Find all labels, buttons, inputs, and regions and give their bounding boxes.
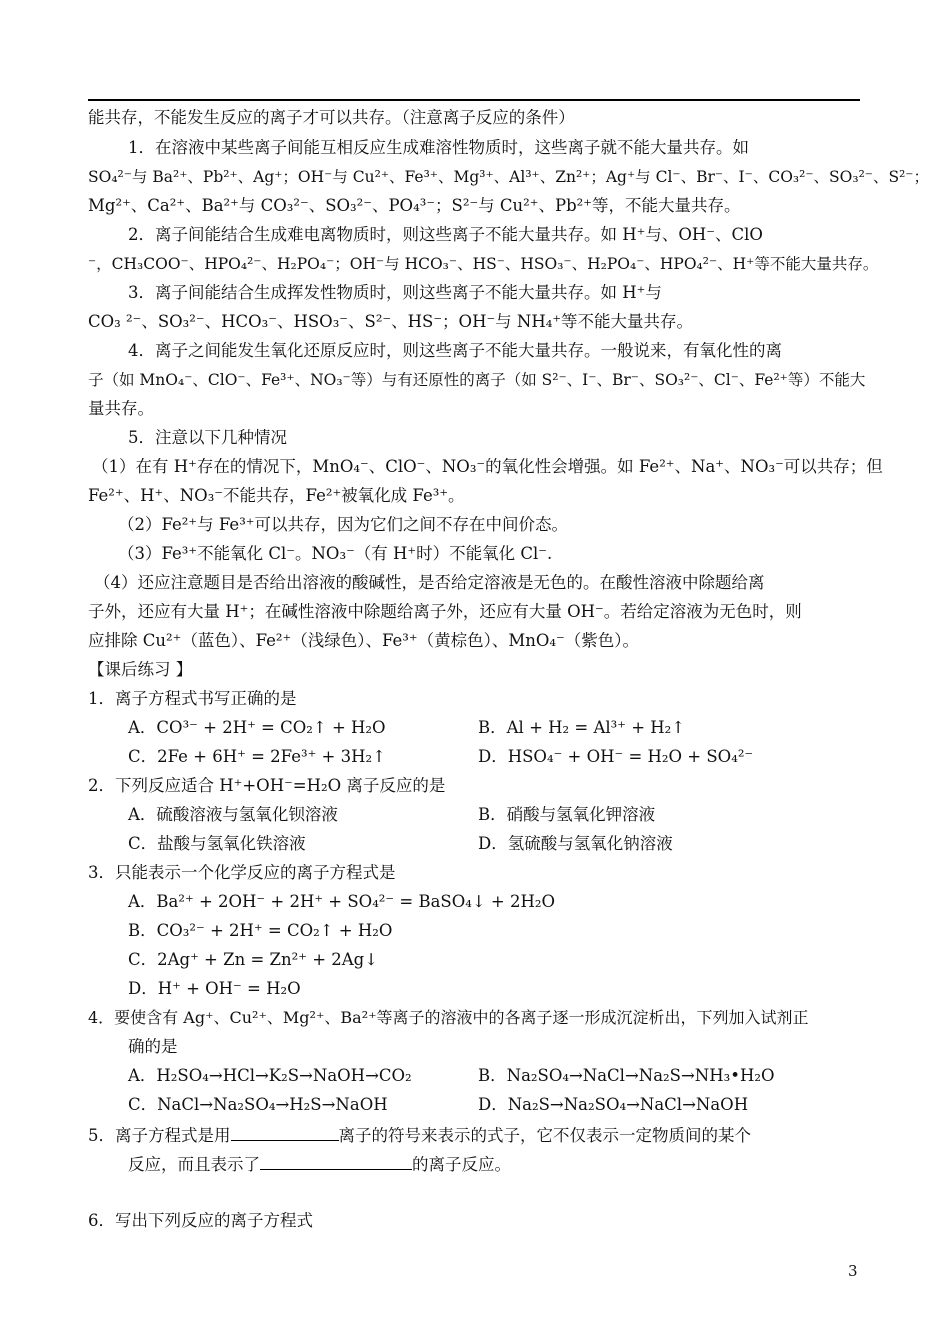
page-number: 3 (848, 1262, 858, 1280)
q5-text-part3: 反应，而且表示了 (128, 1155, 260, 1174)
rule2-line2: ⁻，CH₃COO⁻、HPO₄²⁻、H₂PO₄⁻；OH⁻与 HCO₃⁻、HS⁻、HSO₃⁻、H₂PO₄⁻、HPO₄²⁻、H⁺等不能大量共存。 (88, 255, 879, 273)
q3-option-a: A．Ba²⁺ + 2OH⁻ + 2H⁺ + SO₄²⁻ = BaSO₄↓ + 2H₂O (128, 892, 556, 911)
intro-line: 能共存，不能发生反应的离子才可以共存。（注意离子反应的条件） (88, 108, 575, 127)
q5-line1 (88, 1124, 864, 1146)
q2-option-a: A．硫酸溶液与氢氧化钡溶液 (128, 805, 338, 824)
rule5-item4-line2: 子外，还应有大量 H⁺；在碱性溶液中除题给离子外，还应有大量 OH⁻。若给定溶液为无色时，则 (88, 602, 802, 621)
rule4-line3: 量共存。 (88, 399, 154, 418)
q1-stem: 1．离子方程式书写正确的是 (88, 689, 297, 708)
rule4-line2: 子（如 MnO₄⁻、ClO⁻、Fe³⁺、NO₃⁻等）与有还原性的离子（如 S²⁻、I⁻、Br⁻、SO₃²⁻、Cl⁻、Fe²⁺等）不能大 (88, 371, 866, 389)
q4-option-d: D．Na₂S→Na₂SO₄→NaCl→NaOH (478, 1095, 749, 1114)
q1-option-c: C．2Fe + 6H⁺ = 2Fe³⁺ + 3H₂↑ (128, 747, 386, 766)
rule3-line2: CO₃ ²⁻、SO₃²⁻、HCO₃⁻、HSO₃⁻、S²⁻、HS⁻；OH⁻与 NH₄⁺等不能大量共存。 (88, 312, 694, 331)
q4-option-b: B．Na₂SO₄→NaCl→Na₂S→NH₃•H₂O (478, 1066, 775, 1085)
rule4-line1: 4．离子之间能发生氧化还原反应时，则这些离子不能大量共存。一般说来，有氧化性的离 (128, 341, 782, 360)
rule5-item4-line3: 应排除 Cu²⁺（蓝色）、Fe²⁺（浅绿色）、Fe³⁺（黄棕色）、MnO₄⁻（紫色）。 (88, 631, 639, 650)
q1-option-a: A．CO³⁻ + 2H⁺ = CO₂↑ + H₂O (128, 718, 386, 737)
rule5-item3: （3）Fe³⁺不能氧化 Cl⁻。NO₃⁻（有 H⁺时）不能氧化 Cl⁻. (118, 544, 553, 563)
rule5-item1-line2: Fe²⁺、H⁺、NO₃⁻不能共存，Fe²⁺被氧化成 Fe³⁺。 (88, 486, 465, 505)
q5-text-part1: 5．离子方程式是用 (88, 1126, 231, 1145)
q3-option-b: B．CO₃²⁻ + 2H⁺ = CO₂↑ + H₂O (128, 921, 393, 940)
rule5-item4-line1: （4）还应注意题目是否给出溶液的酸碱性，是否给定溶液是无色的。在酸性溶液中除题给离 (94, 573, 765, 592)
q4-stem-line2: 确的是 (128, 1037, 178, 1056)
rule5-item1-line1: （1）在有 H⁺存在的情况下，MnO₄⁻、ClO⁻、NO₃⁻的氧化性会增强。如 Fe²⁺、Na⁺、NO₃⁻可以共存；但 (92, 457, 883, 476)
q2-option-d: D．氢硫酸与氢氧化钠溶液 (478, 834, 673, 853)
q5-blank-2[interactable] (260, 1153, 412, 1170)
header-rule (88, 99, 860, 101)
q2-stem: 2．下列反应适合 H⁺+OH⁻=H₂O 离子反应的是 (88, 776, 446, 795)
q2-option-c: C．盐酸与氢氧化铁溶液 (128, 834, 306, 853)
q3-option-d: D．H⁺ + OH⁻ = H₂O (128, 979, 301, 998)
q3-stem: 3．只能表示一个化学反应的离子方程式是 (88, 863, 396, 882)
q4-option-a: A．H₂SO₄→HCl→K₂S→NaOH→CO₂ (128, 1066, 412, 1085)
q4-option-c: C．NaCl→Na₂SO₄→H₂S→NaOH (128, 1095, 388, 1114)
rule5-item2: （2）Fe²⁺与 Fe³⁺可以共存，因为它们之间不存在中间价态。 (118, 515, 569, 534)
exercise-header: 【课后练习 】 (88, 660, 193, 679)
q5-text-part4: 的离子反应。 (412, 1155, 511, 1174)
q5-line2 (128, 1153, 511, 1175)
rule5-title: 5．注意以下几种情况 (128, 428, 287, 447)
rule3-line1: 3．离子间能结合生成挥发性物质时，则这些离子不能大量共存。如 H⁺与 (128, 283, 662, 302)
rule2-line1: 2．离子间能结合生成难电离物质时，则这些离子不能大量共存。如 H⁺与、OH⁻、ClO (128, 225, 763, 244)
q1-option-b: B．Al + H₂ = Al³⁺ + H₂↑ (478, 718, 686, 737)
q3-option-c: C．2Ag⁺ + Zn = Zn²⁺ + 2Ag↓ (128, 950, 379, 969)
rule1-line3: Mg²⁺、Ca²⁺、Ba²⁺与 CO₃²⁻、SO₃²⁻、PO₄³⁻；S²⁻与 Cu²⁺、Pb²⁺等，不能大量共存。 (88, 196, 741, 215)
q1-option-d: D．HSO₄⁻ + OH⁻ = H₂O + SO₄²⁻ (478, 747, 754, 766)
q5-text-part2: 离子的符号来表示的式子，它不仅表示一定物质间的某个 (338, 1126, 751, 1145)
q6-stem: 6．写出下列反应的离子方程式 (88, 1211, 313, 1230)
q4-stem-line1: 4．要使含有 Ag⁺、Cu²⁺、Mg²⁺、Ba²⁺等离子的溶液中的各离子逐一形成沉淀析出，下列加入试剂正 (88, 1008, 809, 1027)
q2-option-b: B．硝酸与氢氧化钾溶液 (478, 805, 656, 824)
rule1-line1: 1．在溶液中某些离子间能互相反应生成难溶性物质时，这些离子就不能大量共存。如 (128, 138, 749, 157)
rule1-line2: SO₄²⁻与 Ba²⁺、Pb²⁺、Ag⁺；OH⁻与 Cu²⁺、Fe³⁺、Mg³⁺、Al³⁺、Zn²⁺；Ag⁺与 Cl⁻、Br⁻、I⁻、CO₃²⁻、SO₃²⁻、S²⁻； (88, 168, 929, 186)
q5-blank-1[interactable] (231, 1124, 339, 1141)
